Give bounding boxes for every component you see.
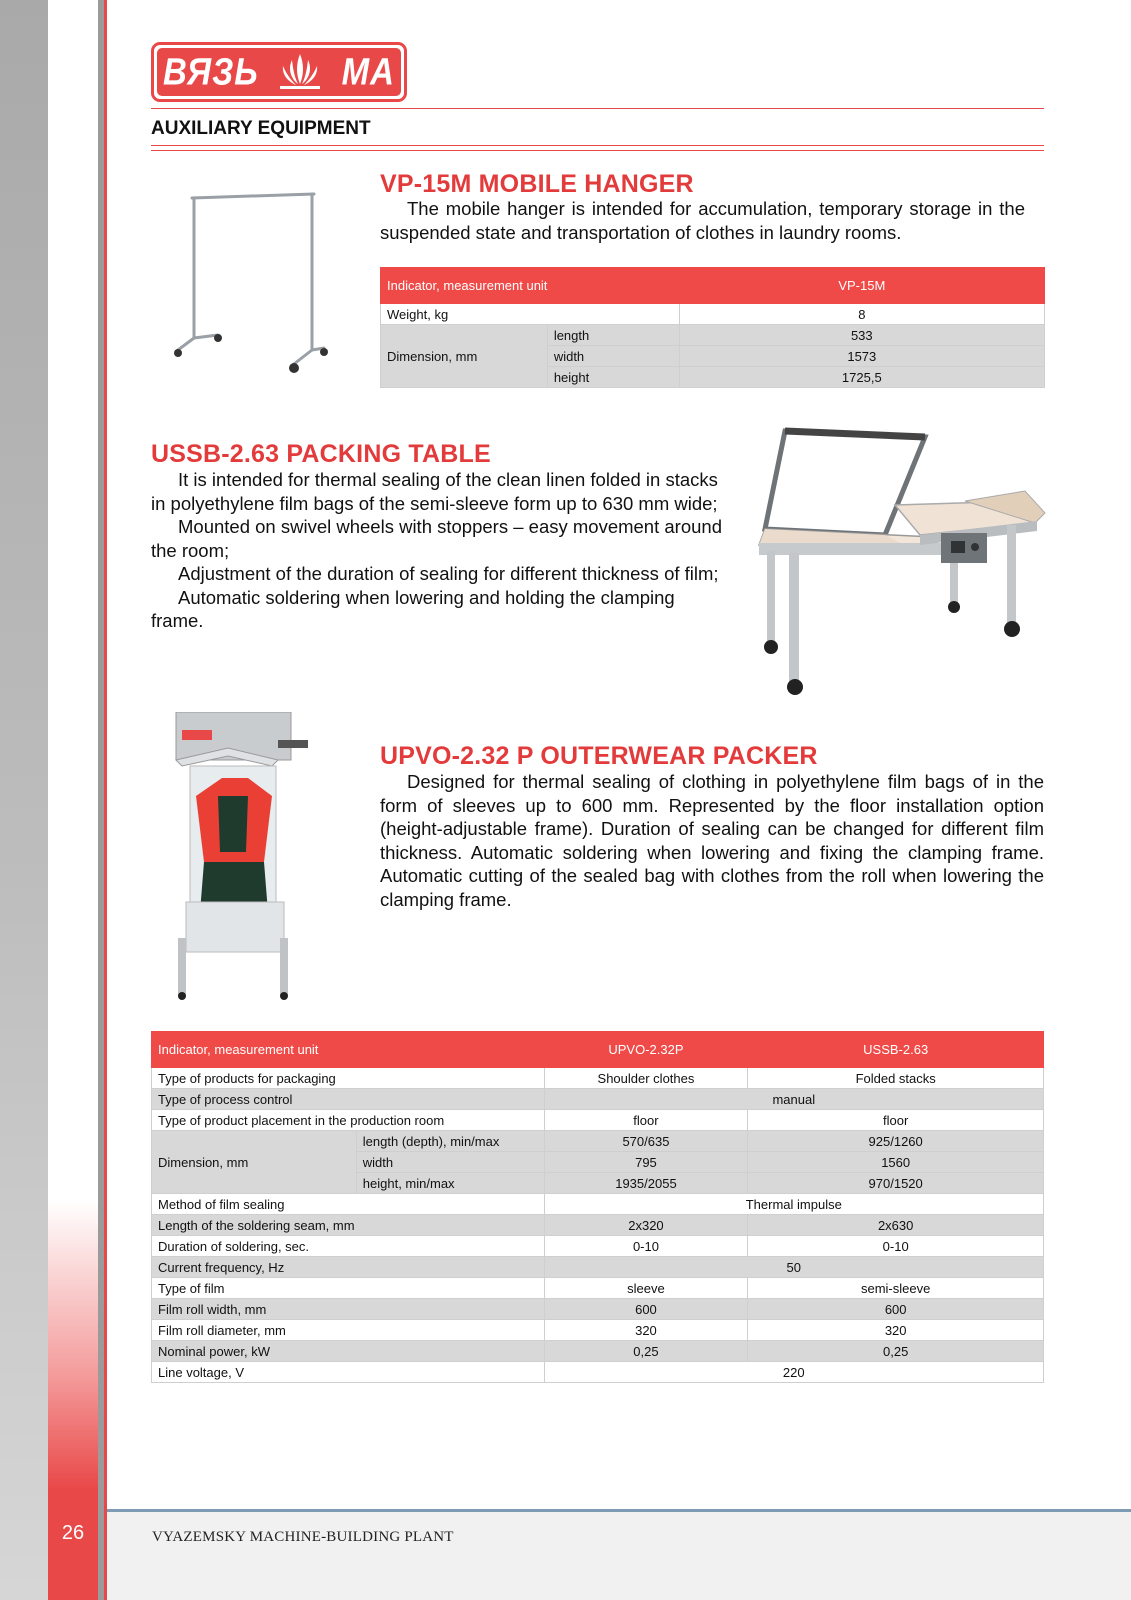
row-sublabel: length (depth), min/max xyxy=(356,1131,544,1152)
table-header xyxy=(381,268,1045,304)
row-value-ussb: 600 xyxy=(748,1299,1044,1320)
height-value: 1725,5 xyxy=(679,367,1044,388)
left-divider-red xyxy=(104,0,107,1600)
packing-table-title: USSB-2.63 PACKING TABLE xyxy=(151,440,491,468)
hanger-description xyxy=(380,197,1025,244)
table-row xyxy=(152,1236,1044,1257)
packer-description-text: Designed for thermal sealing of clothing in polyethylene film bags of in the form of sleeves up to 600 mm. Represented by the floor installation option (height-adjustable frame). Duration of sealing can be changed for different film thickness. Automatic soldering when lowering and fixing the clamping frame. Automatic cutting of the sealed bag with clothes from the roll when lowering the clamping frame. xyxy=(380,771,1044,910)
row-label: Line voltage, V xyxy=(152,1362,545,1383)
row-value-merged: 50 xyxy=(544,1257,1043,1278)
table-row xyxy=(152,1068,1044,1089)
row-label: Type of film xyxy=(152,1278,545,1299)
header-ussb: USSB-2.63 xyxy=(748,1032,1044,1068)
row-label: Current frequency, Hz xyxy=(152,1257,545,1278)
row-value-merged: 220 xyxy=(544,1362,1043,1383)
header-upvo: UPVO-2.32P xyxy=(544,1032,748,1068)
row-value-upvo: 0-10 xyxy=(544,1236,748,1257)
row-label: Method of film sealing xyxy=(152,1194,545,1215)
length-value: 533 xyxy=(679,325,1044,346)
row-label: Length of the soldering seam, mm xyxy=(152,1215,545,1236)
row-label: Nominal power, kW xyxy=(152,1341,545,1362)
table-row xyxy=(152,1089,1044,1110)
table-row xyxy=(152,1257,1044,1278)
footer-text: VYAZEMSKY MACHINE-BUILDING PLANT xyxy=(152,1529,454,1545)
footer xyxy=(107,1510,1131,1600)
width-label: width xyxy=(547,346,679,367)
packing-table-p3: Adjustment of the duration of sealing for different thickness of film; xyxy=(178,563,719,584)
packing-table-p4: Automatic soldering when lowering and holding the clamping frame. xyxy=(151,586,675,631)
row-value-ussb: semi-sleeve xyxy=(748,1278,1044,1299)
row-label: Type of process control xyxy=(152,1089,545,1110)
dimension-label: Dimension, mm xyxy=(152,1131,357,1194)
page-number: 26 xyxy=(61,1522,85,1544)
table-row xyxy=(152,1131,1044,1152)
table-row xyxy=(381,325,1045,346)
mobile-hanger-image xyxy=(172,190,332,402)
row-label: Film roll diameter, mm xyxy=(152,1320,545,1341)
row-value-upvo: 600 xyxy=(544,1299,748,1320)
weight-value: 8 xyxy=(679,304,1044,325)
table-row xyxy=(381,304,1045,325)
length-label: length xyxy=(547,325,679,346)
row-label: Type of product placement in the production room xyxy=(152,1110,545,1131)
header-rule-top xyxy=(151,108,1044,109)
row-value-ussb: 0,25 xyxy=(748,1341,1044,1362)
packer-title: UPVO-2.32 P OUTERWEAR PACKER xyxy=(380,742,818,770)
header-indicator: Indicator, measurement unit xyxy=(152,1032,545,1068)
row-value-upvo: 1935/2055 xyxy=(544,1173,748,1194)
header-rule-2 xyxy=(151,150,1044,151)
header-model: VP-15M xyxy=(679,268,1044,304)
row-value-upvo: 320 xyxy=(544,1320,748,1341)
header-indicator: Indicator, measurement unit xyxy=(381,268,680,304)
packing-table-p1: It is intended for thermal sealing of the clean linen folded in stacks in polyethylene film bags of the semi-sleeve form up to 630 mm wide; xyxy=(151,469,718,514)
row-value-ussb: 0-10 xyxy=(748,1236,1044,1257)
row-value-merged: manual xyxy=(544,1089,1043,1110)
section-title: AUXILIARY EQUIPMENT xyxy=(151,118,371,139)
hanger-spec-table xyxy=(380,267,1045,388)
row-sublabel: height, min/max xyxy=(356,1173,544,1194)
row-value-ussb: 970/1520 xyxy=(748,1173,1044,1194)
brand-logo xyxy=(151,42,407,102)
logo-text-left: ВЯЗЬ xyxy=(163,50,259,93)
row-value-upvo: floor xyxy=(544,1110,748,1131)
table-row xyxy=(152,1278,1044,1299)
row-value-upvo: sleeve xyxy=(544,1278,748,1299)
table-header xyxy=(152,1032,1044,1068)
row-value-upvo: 0,25 xyxy=(544,1341,748,1362)
packing-table-p2: Mounted on swivel wheels with stoppers – easy movement around the room; xyxy=(151,516,722,561)
footer-rule xyxy=(107,1509,1131,1512)
row-label: Film roll width, mm xyxy=(152,1299,545,1320)
row-value-upvo: 2x320 xyxy=(544,1215,748,1236)
header-rule-1 xyxy=(151,145,1044,146)
table-row xyxy=(152,1362,1044,1383)
row-value-upvo: 570/635 xyxy=(544,1131,748,1152)
table-row xyxy=(152,1215,1044,1236)
row-value-upvo: 795 xyxy=(544,1152,748,1173)
logo-text-right: МА xyxy=(341,50,395,93)
packing-table-image xyxy=(755,425,1055,715)
left-gray-band xyxy=(0,0,48,1600)
lotus-emblem-icon xyxy=(272,50,328,94)
row-label: Duration of soldering, sec. xyxy=(152,1236,545,1257)
height-label: height xyxy=(547,367,679,388)
row-sublabel: width xyxy=(356,1152,544,1173)
row-value-merged: Thermal impulse xyxy=(544,1194,1043,1215)
hanger-title: VP-15M MOBILE HANGER xyxy=(380,170,694,198)
table-row xyxy=(152,1341,1044,1362)
table-row xyxy=(152,1110,1044,1131)
row-value-ussb: floor xyxy=(748,1110,1044,1131)
page-number-tab xyxy=(48,1490,98,1600)
packer-spec-table xyxy=(151,1031,1044,1383)
packing-table-description xyxy=(151,468,729,633)
row-value-upvo: Shoulder clothes xyxy=(544,1068,748,1089)
hanger-description-text: The mobile hanger is intended for accumulation, temporary storage in the suspended state and transportation of clothes in laundry rooms. xyxy=(380,198,1025,243)
dimension-label: Dimension, mm xyxy=(381,325,548,388)
outerwear-packer-image xyxy=(168,712,318,1002)
table-row xyxy=(152,1194,1044,1215)
row-label: Type of products for packaging xyxy=(152,1068,545,1089)
row-value-ussb: Folded stacks xyxy=(748,1068,1044,1089)
row-value-ussb: 925/1260 xyxy=(748,1131,1044,1152)
left-white-band xyxy=(48,0,98,1600)
row-value-ussb: 320 xyxy=(748,1320,1044,1341)
row-value-ussb: 2x630 xyxy=(748,1215,1044,1236)
weight-label: Weight, kg xyxy=(381,304,680,325)
row-value-ussb: 1560 xyxy=(748,1152,1044,1173)
table-row xyxy=(152,1320,1044,1341)
width-value: 1573 xyxy=(679,346,1044,367)
packer-description xyxy=(380,770,1044,911)
table-row xyxy=(152,1299,1044,1320)
